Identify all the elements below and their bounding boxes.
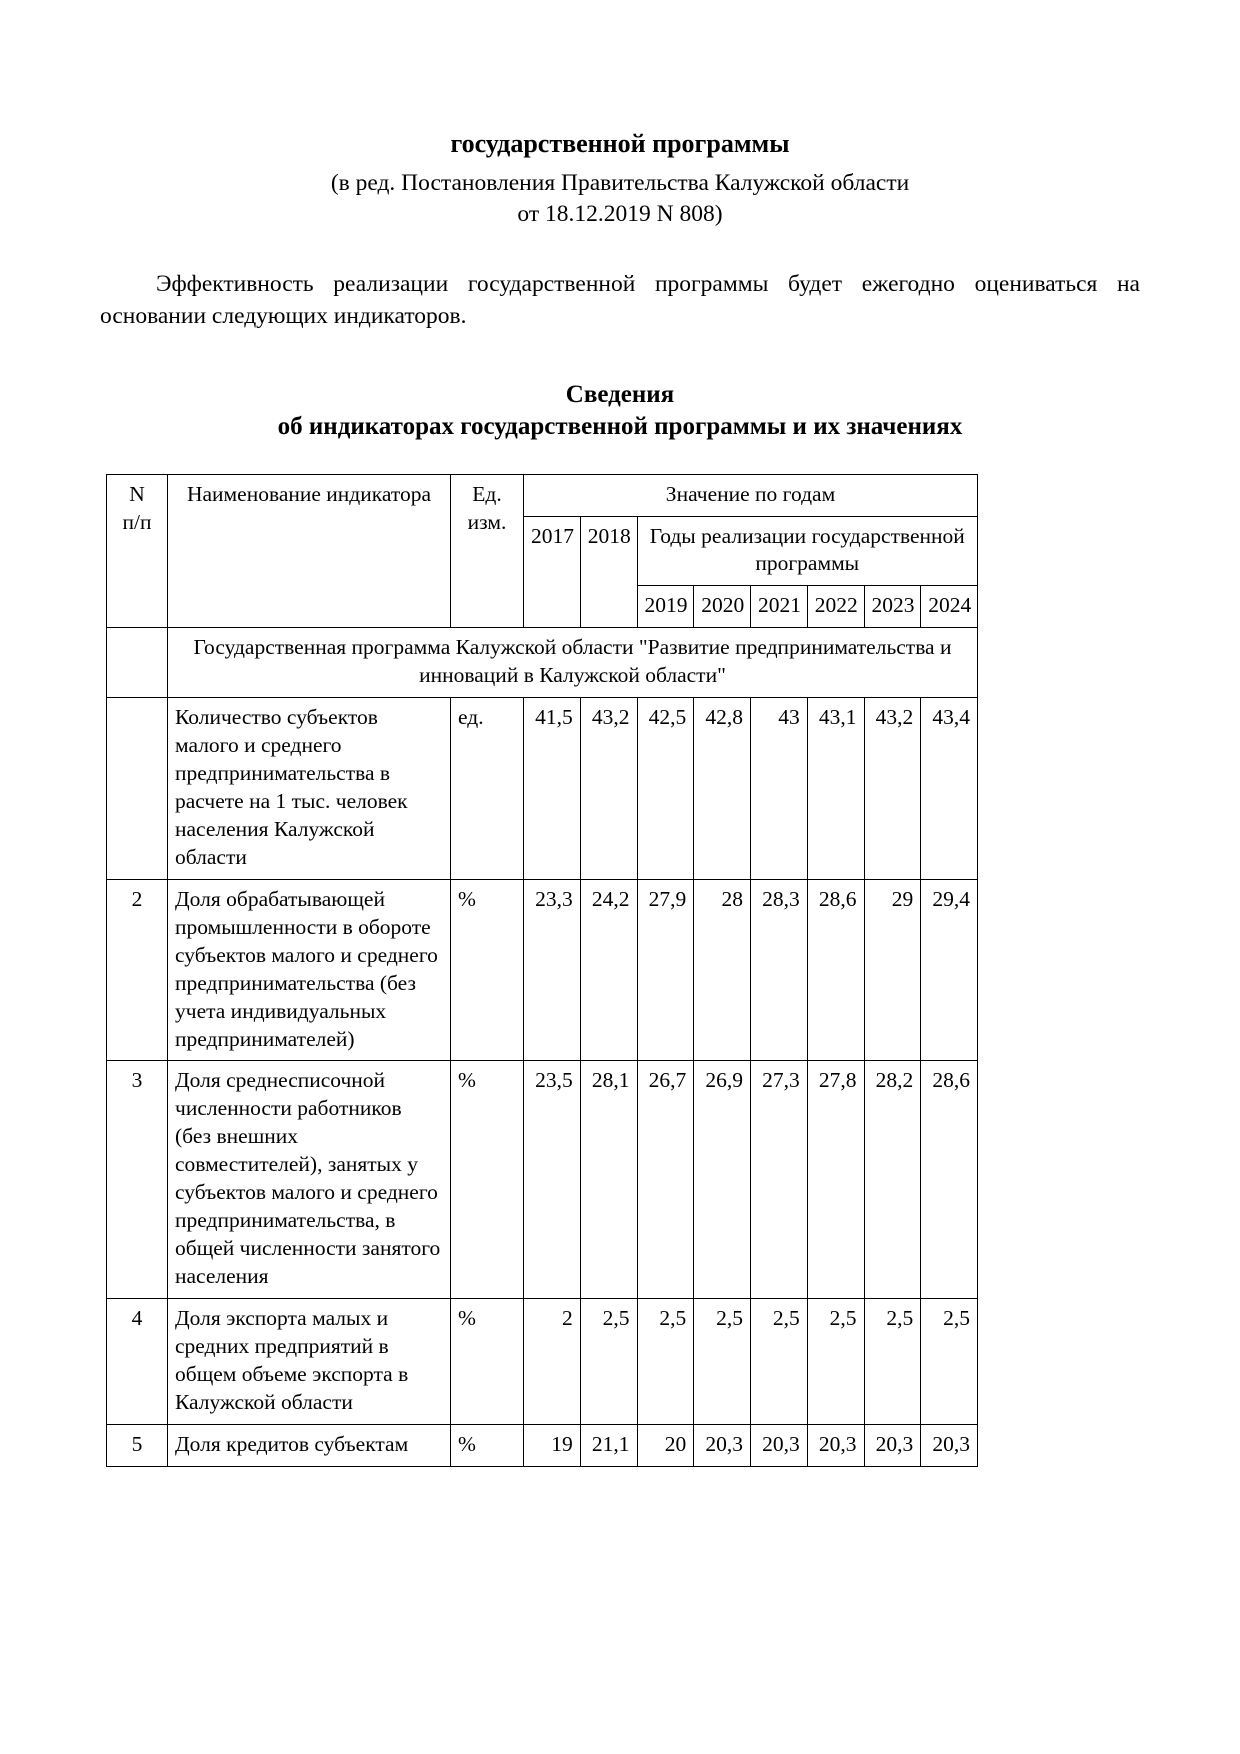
row-value-2022: 28,6 (807, 879, 864, 1061)
row-value-2020: 20,3 (694, 1424, 751, 1466)
row-value-2019: 27,9 (637, 879, 694, 1061)
row-value-2022: 27,8 (807, 1061, 864, 1299)
intro-paragraph: Эффективность реализации государственной программы будет ежегодно оцениваться на основании следующих индикаторов. (100, 270, 1140, 329)
table-group-row (107, 628, 978, 698)
row-value-2019: 20 (637, 1424, 694, 1466)
row-value-2019: 2,5 (637, 1298, 694, 1424)
row-value-2023: 20,3 (864, 1424, 921, 1466)
row-indicator-name: Количество субъектов малого и среднего предпринимательства в расчете на 1 тыс. человек населения Калужской области (168, 698, 451, 880)
column-header-year-2024: 2024 (921, 586, 978, 628)
column-header-year-2017: 2017 (524, 516, 581, 628)
row-value-2021: 27,3 (751, 1061, 808, 1299)
row-value-2018: 24,2 (580, 879, 637, 1061)
column-header-year-2020: 2020 (694, 586, 751, 628)
row-value-2020: 2,5 (694, 1298, 751, 1424)
row-value-2018: 28,1 (580, 1061, 637, 1299)
page-title: государственной программы (450, 129, 790, 158)
row-value-2021: 43 (751, 698, 808, 880)
row-value-2021: 20,3 (751, 1424, 808, 1466)
column-header-values-by-years: Значение по годам (524, 474, 978, 516)
table-header-row-1 (107, 474, 978, 516)
row-value-2017: 23,5 (524, 1061, 581, 1299)
row-value-2021: 28,3 (751, 879, 808, 1061)
row-value-2020: 26,9 (694, 1061, 751, 1299)
column-header-year-2019: 2019 (637, 586, 694, 628)
row-value-2024: 20,3 (921, 1424, 978, 1466)
row-unit: % (451, 879, 524, 1061)
row-number (107, 698, 168, 880)
row-unit: % (451, 1298, 524, 1424)
table-row (107, 1298, 978, 1424)
column-header-program-years: Годы реализации государственной программы (637, 516, 978, 586)
row-value-2024: 29,4 (921, 879, 978, 1061)
row-value-2017: 19 (524, 1424, 581, 1466)
column-header-number (107, 474, 168, 628)
row-indicator-name: Доля среднесписочной численности работников (без внешних совместителей), занятых у субъектов малого и среднего предпринимательства, в общей численности занятого населения (168, 1061, 451, 1299)
table-head (107, 474, 978, 628)
row-value-2020: 28 (694, 879, 751, 1061)
row-value-2020: 42,8 (694, 698, 751, 880)
row-value-2021: 2,5 (751, 1298, 808, 1424)
section-title-line-1: Сведения (565, 380, 675, 408)
row-value-2022: 43,1 (807, 698, 864, 880)
table-row (107, 1061, 978, 1299)
table-body (107, 628, 978, 1466)
row-number: 5 (107, 1424, 168, 1466)
row-value-2019: 42,5 (637, 698, 694, 880)
column-header-unit-line-1: Ед. (472, 481, 502, 506)
row-value-2022: 20,3 (807, 1424, 864, 1466)
row-number: 3 (107, 1061, 168, 1299)
row-indicator-name: Доля экспорта малых и средних предприятий в общем объеме экспорта в Калужской области (168, 1298, 451, 1424)
row-value-2017: 41,5 (524, 698, 581, 880)
row-indicator-name: Доля кредитов субъектам (168, 1424, 451, 1466)
column-header-year-2018: 2018 (580, 516, 637, 628)
group-row-title: Государственная программа Калужской области "Развитие предпринимательства и инноваций в Калужской области" (168, 628, 978, 698)
row-unit: % (451, 1424, 524, 1466)
column-header-year-2021: 2021 (751, 586, 808, 628)
row-value-2023: 29 (864, 879, 921, 1061)
revision-line-1: (в ред. Постановления Правительства Калужской области (330, 169, 910, 196)
row-value-2017: 2 (524, 1298, 581, 1424)
row-value-2017: 23,3 (524, 879, 581, 1061)
section-title-line-2: об индикаторах государственной программы и их значениях (277, 413, 963, 441)
column-header-unit-line-2: изм. (467, 509, 507, 534)
column-header-number-line-2: п/п (122, 509, 152, 534)
table-row (107, 879, 978, 1061)
row-value-2024: 43,4 (921, 698, 978, 880)
indicators-table (106, 474, 978, 1467)
row-unit: % (451, 1061, 524, 1299)
row-value-2022: 2,5 (807, 1298, 864, 1424)
table-row (107, 698, 978, 880)
column-header-year-2023: 2023 (864, 586, 921, 628)
row-value-2018: 21,1 (580, 1424, 637, 1466)
column-header-indicator-name: Наименование индикатора (168, 474, 451, 628)
row-indicator-name: Доля обрабатывающей промышленности в обороте субъектов малого и среднего предпринимательства (без учета индивидуальных предпринимателей) (168, 879, 451, 1061)
column-header-number-line-1: N (129, 481, 145, 506)
column-header-unit (451, 474, 524, 628)
row-number: 4 (107, 1298, 168, 1424)
revision-line-2: от 18.12.2019 N 808) (517, 201, 723, 228)
section-title (100, 379, 1140, 444)
row-number: 2 (107, 879, 168, 1061)
row-unit: ед. (451, 698, 524, 880)
row-value-2024: 2,5 (921, 1298, 978, 1424)
row-value-2024: 28,6 (921, 1061, 978, 1299)
row-value-2023: 28,2 (864, 1061, 921, 1299)
table-row (107, 1424, 978, 1466)
document-revision-note (100, 168, 1140, 231)
row-value-2019: 26,7 (637, 1061, 694, 1299)
row-value-2018: 43,2 (580, 698, 637, 880)
group-row-number-cell (107, 628, 168, 698)
row-value-2023: 43,2 (864, 698, 921, 880)
row-value-2018: 2,5 (580, 1298, 637, 1424)
row-value-2023: 2,5 (864, 1298, 921, 1424)
column-header-year-2022: 2022 (807, 586, 864, 628)
